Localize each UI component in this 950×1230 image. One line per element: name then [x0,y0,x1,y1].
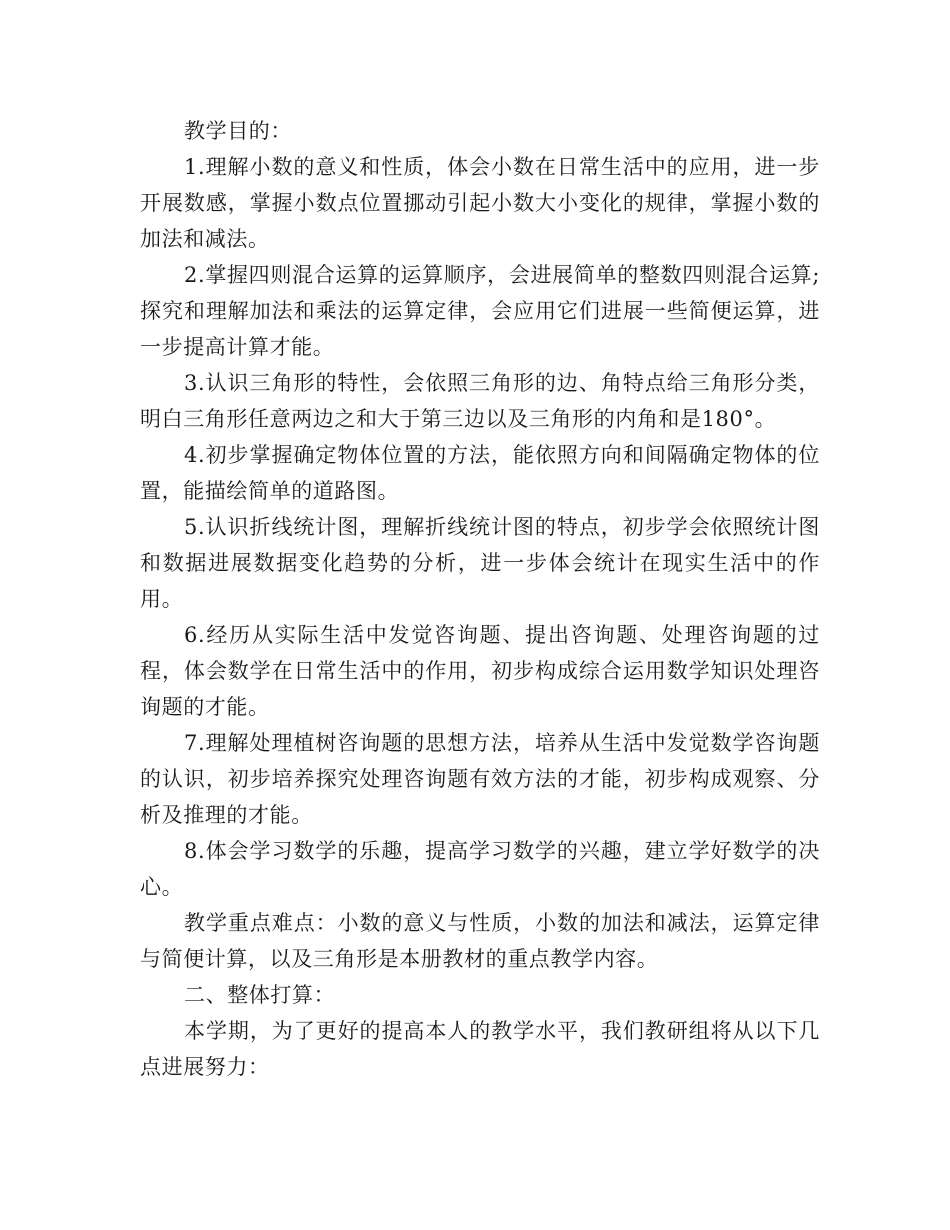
paragraph-goal-6: 6.经历从实际生活中发觉咨询题、提出咨询题、处理咨询题的过程，体会数学在日常生活中的作用，初步构成综合运用数学知识处理咨询题的才能。 [140,623,820,719]
paragraph-goal-4: 4.初步掌握确定物体位置的方法，能依照方向和间隔确定物体的位置，能描绘简单的道路图。 [140,443,820,503]
paragraph-goal-5: 5.认识折线统计图，理解折线统计图的特点，初步学会依照统计图和数据进展数据变化趋势的分析，进一步体会统计在现实生活中的作用。 [140,515,820,611]
paragraph-goal-2: 2.掌握四则混合运算的运算顺序，会进展简单的整数四则混合运算;探究和理解加法和乘法的运算定律，会应用它们进展一些简便运算，进一步提高计算才能。 [140,263,820,359]
document-body [140,113,820,1085]
paragraph-key-points: 教学重点难点：小数的意义与性质，小数的加法和减法，运算定律与简便计算，以及三角形是本册教材的重点教学内容。 [140,911,820,971]
paragraph-goal-1: 1.理解小数的意义和性质，体会小数在日常生活中的应用，进一步开展数感，掌握小数点位置挪动引起小数大小变化的规律，掌握小数的加法和减法。 [140,155,820,251]
paragraph-goal-7: 7.理解处理植树咨询题的思想方法，培养从生活中发觉数学咨询题的认识，初步培养探究处理咨询题有效方法的才能，初步构成观察、分析及推理的才能。 [140,731,820,827]
paragraph-semester-plan: 本学期，为了更好的提高本人的教学水平，我们教研组将从以下几点进展努力： [140,1019,820,1079]
paragraph-section-heading: 二、整体打算： [184,983,336,1007]
paragraph-goal-3: 3.认识三角形的特性，会依照三角形的边、角特点给三角形分类，明白三角形任意两边之和大于第三边以及三角形的内角和是180°。 [140,371,820,431]
paragraph-goal-8: 8.体会学习数学的乐趣，提高学习数学的兴趣，建立学好数学的决心。 [140,839,820,899]
paragraph-teaching-goals-heading: 教学目的： [184,119,292,143]
